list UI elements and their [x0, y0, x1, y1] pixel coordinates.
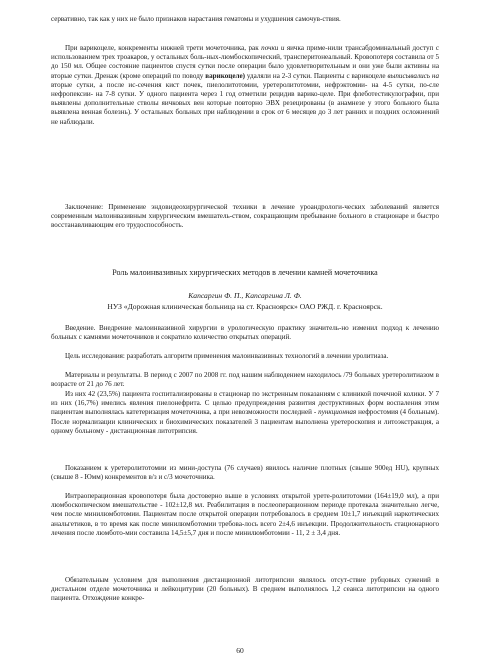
page-number: 60	[236, 646, 244, 655]
article-title: Роль малоинвазивных хирургических методов в лечении камней мочеточника	[112, 268, 378, 277]
paragraph-continuation: сервативно, так как у них не было признаков нарастания гематомы и ухудшения самочув-ствия.	[51, 15, 341, 23]
paragraph-conclusion: Заключение: Применение эндовидеохирургической техники в лечение уроандрологи-ческих заболеваний является современным малоинвазивным хирургическим вмешатель-ством, сокращающим пребывание больного в стационаре и быстро восстанавливающим его трудоспособность.	[51, 203, 439, 230]
article-affiliation: НУЗ «Дорожная клиническая больница на ст. Красноярск» ОАО РЖД. г. Красноярск.	[107, 302, 383, 311]
paragraph-methods: Материалы и результаты. В период с 2007 по 2008 гг. под нашим наблюдением находилось /79 больных уретеролитиазом в возрасте от 21 до 76 лет.	[51, 371, 439, 389]
paragraph-results-laparoscopy: При варикоцеле, конкременты нижней трети мочеточника, рак почки и яичка приме-нили трансабдоминальный доступ с использованием трех троакаров, у остальных боль-ных-люмбоскопический, трансперитонеальный. Кровопотеря составила от 5 до 150 мл. Общее состояние пациентов спустя сутки после операции было удовлетворительным и они уже были активны на вторые сутки. Дренаж (кроме операций по поводу варикоцеле) удаляли на 2-3 сутки. Пациенты с варикоцеле выписывались на вторые сутки, а после ис-сечения кист почек, пиелолитотомии, уретеролитотомии, нефрэктомии- на 4-5 сутки, по-сле нефропексии- на 7-8 сутки. У одного пациента через 1 год отметили рецидив варико-целе. При флеботестикулографии, при выявлены дополнительные стволы яичковых вен которые повторно ЭВХ резецированы (в анамнезе у этого больного была выявлена венная болезнь). У остальных больных при наблюдении в срок от 6 месяцев до 3 лет ранних и поздних осложнений не наблюдали.	[51, 44, 439, 126]
article-authors: Капсаргин Ф. П., Капсаргина Л. Ф.	[188, 291, 302, 300]
paragraph-lithotripsy: Обязательным условием для выполнения дистанционной литотрипсии являлось отсут-ствие рубцовых сужений в дистальном отделе мочеточника и лейкоцитурии (20 больных). В среднем выполнялось 1,2 сеанса литотрипсии на одного пациента. Отхождение конкре-	[51, 576, 439, 603]
paragraph-emergency-cases: Из них 42 (23,5%) пациента госпитализированы в стационар по экстренным показаниям с клиникой почечной колики. У 7 из них (16,7%) имелись явления пиелонефрита. С целью предупреждения развития деструктивных форм воспаления этим пациентам выполнялась катетеризация мочеточника, а при невозможности последней - пункционная нефростомия (4 больным). После нормализации клинических и биохимических показателей 3 пациентам выполнена уретероскопия и литоэкстракция, а одному больному - дистанционная литотрипсия.	[51, 390, 439, 435]
paragraph-ureterolithotomy-indication: Показанием к уретеролитотомии из мини-доступа (76 случаев) явилось наличие плотных (свыше 900ед HU), крупных (свыше 8 - Юмм) конкрементов в/з и с/3 мочеточника.	[51, 464, 439, 482]
paragraph-aim: Цель исследования: разработать алгоритм применения малоинвазивных технологий в лечении уролитиаза.	[65, 352, 389, 360]
paragraph-blood-loss: Интраоперационная кровопотеря была достоверно выше в условиях открытой урете-ролитотомии (164±19,0 мл), а при люмбоскопическом вмешательстве - 102±12,8 мл. Реабилитация в послеоперационном периоде протекала значительно легче, чем после минилюмботомии. Пациентам после открытой операции потребовалось в среднем 10±1,7 инъекций наркотических анальгетиков, в то время как после минилюмботомии требова-лось всего 2±4,6 инъекции. Продолжительность стационарного лечения после люмбото-мии составила 14,5±5,7 дня и после минилюмботомии - 11, 2 ± 3,4 дня.	[51, 492, 439, 537]
paragraph-introduction: Введение. Внедрение малоинвазивной хирургии в урологическую практику значитель-но изменил подход к лечению больных с камнями мочеточников и сократило количество открытых операций.	[51, 324, 439, 342]
